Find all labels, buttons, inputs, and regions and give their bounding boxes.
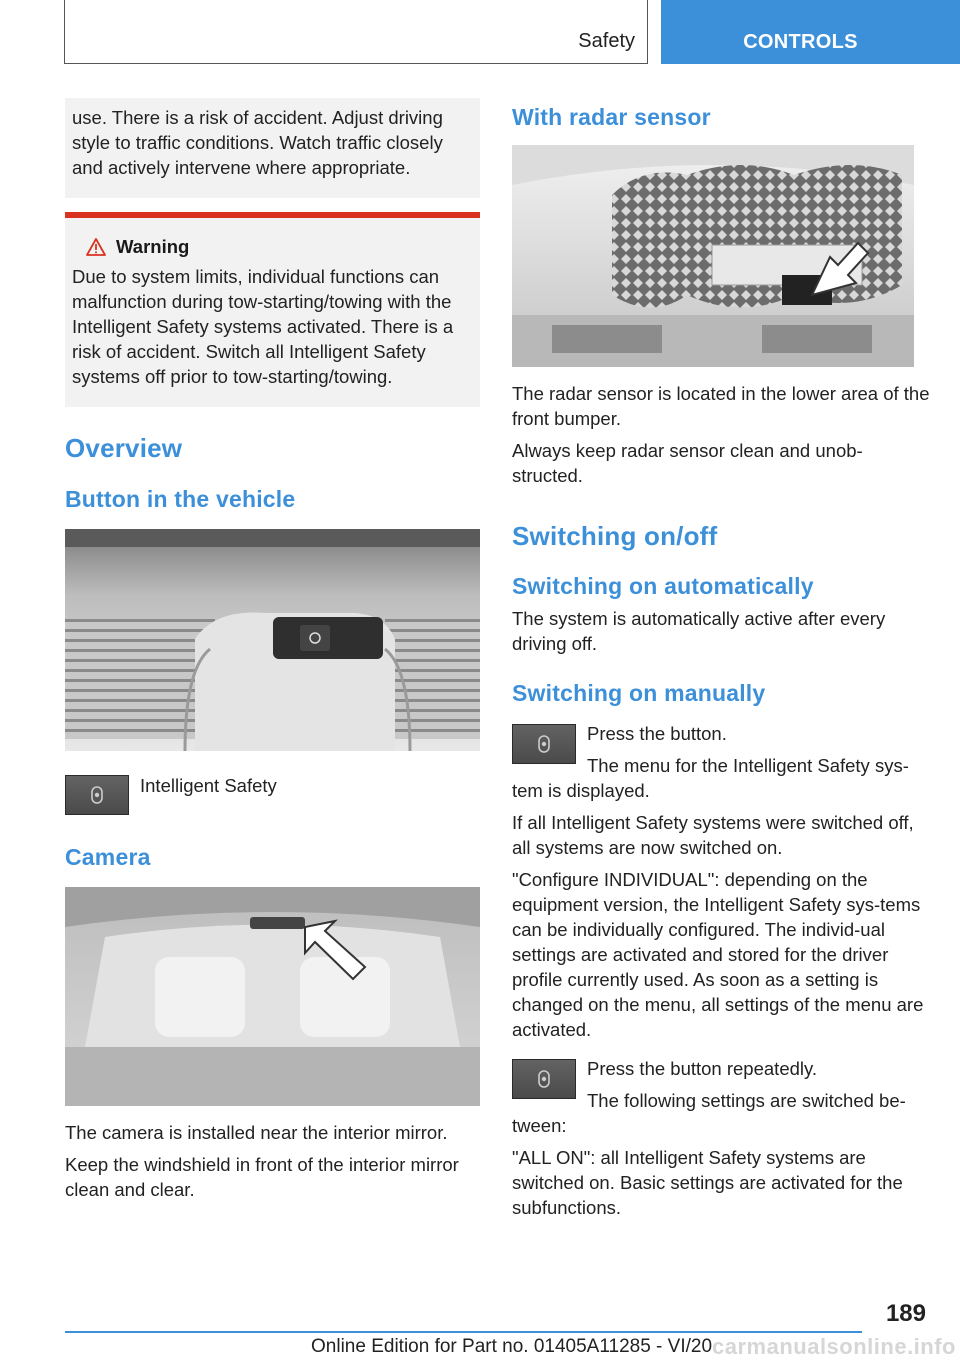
manual-step-row <box>512 721 930 803</box>
radar-sensor-heading: With radar sensor <box>512 104 711 130</box>
camera-photo <box>65 887 480 1106</box>
footer-rule <box>65 1331 862 1333</box>
button-in-vehicle-heading: Button in the vehicle <box>65 486 296 512</box>
intelligent-safety-button-row <box>65 773 480 813</box>
header-section-box <box>64 0 648 64</box>
warning-text: Due to system limits, individual functions can malfunction during tow-starting/towing with the Intelligent Safety systems activated. There is a risk of accident. Switch all Intelligent Safety systems off prior to tow-starting/towing. <box>72 266 454 387</box>
intelligent-safety-label: Intelligent Safety <box>140 775 277 796</box>
all-on-text: "ALL ON": all Intelligent Safety systems are switched on. Basic settings are activated for the subfunctions. <box>512 1147 903 1218</box>
press-repeatedly-text: Press the button repeatedly. <box>587 1058 818 1079</box>
overview-heading: Overview <box>65 433 183 463</box>
footer-edition: Online Edition for Part no. 01405A11285 - VI/20 <box>311 1336 713 1357</box>
switching-on-off-heading: Switching on/off <box>512 521 718 551</box>
warning-box <box>65 212 480 407</box>
switching-on-automatically-heading: Switching on automatically <box>512 573 814 599</box>
continued-caution-box <box>65 98 480 198</box>
settings-switched-text: The following settings are switched be- <box>587 1090 906 1111</box>
right-column <box>512 98 930 1227</box>
header-section-title: Safety <box>578 30 635 52</box>
header-chapter-label: CONTROLS <box>743 31 858 53</box>
all-systems-on-text: If all Intelligent Safety systems were switched off, all systems are now switched on. <box>512 812 914 858</box>
watermark: carmanualsonline.info <box>712 1334 956 1359</box>
radar-clean-text: Always keep radar sensor clean and unob-structed. <box>512 440 863 486</box>
intelligent-safety-icon-step2 <box>512 1059 576 1099</box>
left-column <box>65 98 480 1209</box>
camera-location-text: The camera is installed near the interior mirror. <box>65 1122 448 1143</box>
menu-displayed-text-cont: tem is displayed. <box>512 780 650 801</box>
warning-triangle-icon <box>86 238 106 256</box>
camera-heading: Camera <box>65 844 151 870</box>
auto-activation-text: The system is automatically active after every driving off. <box>512 608 886 654</box>
continued-caution-text: use. There is a risk of accident. Adjust driving style to traffic conditions. Watch traffic closely and actively intervene where appropriate. <box>72 107 443 178</box>
dashboard-button-photo <box>65 529 480 751</box>
menu-displayed-text: The menu for the Intelligent Safety sys- <box>587 755 909 776</box>
settings-switched-text-cont: tween: <box>512 1115 567 1136</box>
header-chapter-tab <box>661 0 960 64</box>
page-number: 189 <box>885 1300 926 1327</box>
configure-individual-text: "Configure INDIVIDUAL": depending on the equipment version, the Intelligent Safety sys-tems can be individually configured. The individ-ual settings are activated and stored for the driver profile currently used. As soon as a setting is changed on the menu, all settings of the menu are activated. <box>512 869 924 1040</box>
press-button-text: Press the button. <box>587 723 727 744</box>
warning-title: Warning <box>116 236 190 257</box>
repeat-step-row <box>512 1056 930 1138</box>
switching-on-manually-heading: Switching on manually <box>512 680 766 706</box>
intelligent-safety-icon-step1 <box>512 724 576 764</box>
camera-clean-text: Keep the windshield in front of the interior mirror clean and clear. <box>65 1154 459 1200</box>
radar-location-text: The radar sensor is located in the lower area of the front bumper. <box>512 383 930 429</box>
intelligent-safety-icon <box>65 775 129 815</box>
radar-sensor-photo <box>512 145 914 367</box>
warning-title-row <box>86 236 472 258</box>
